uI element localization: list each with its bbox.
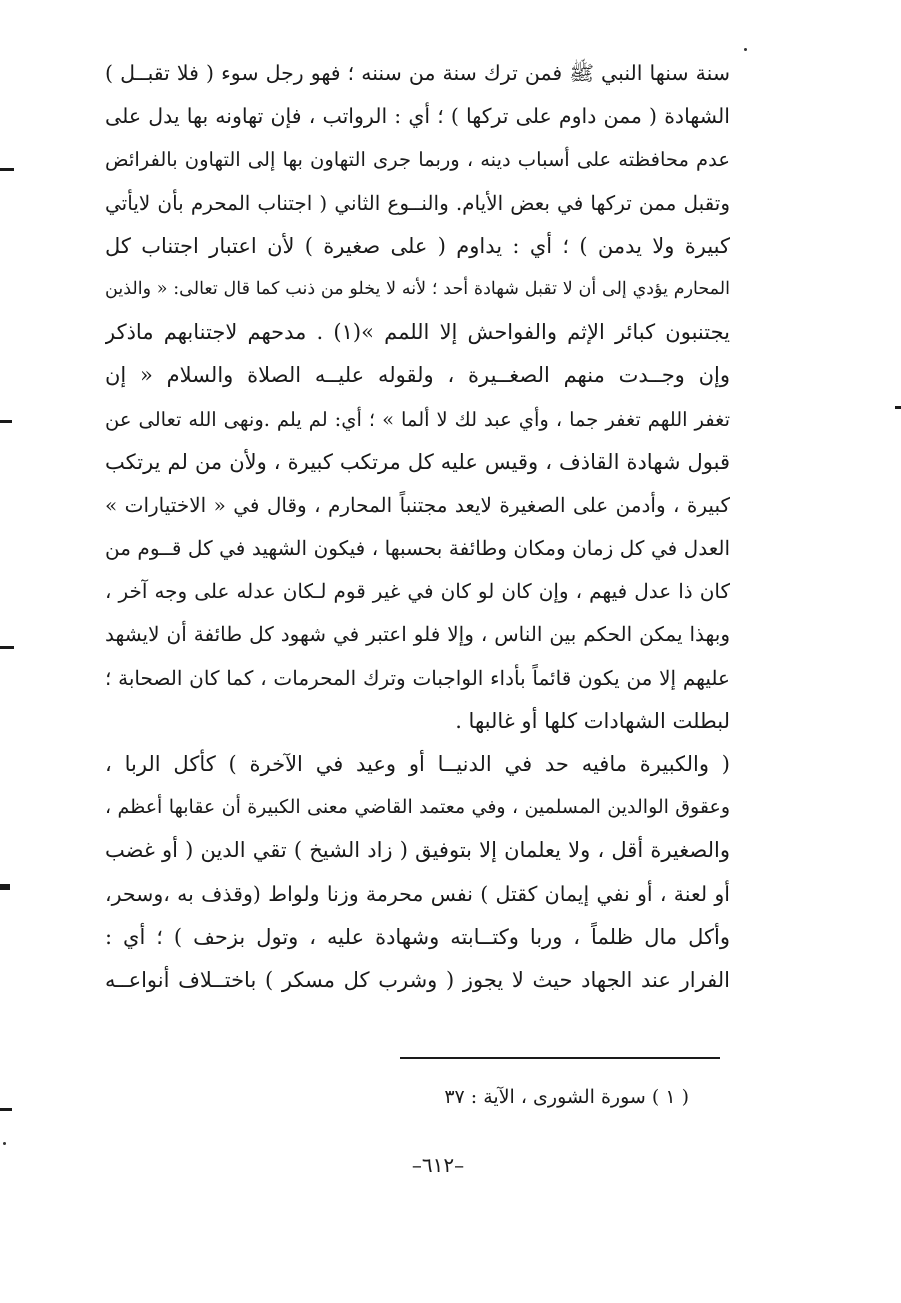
text-line: وأكل مال ظلماً ، وربا وكتــابته وشهادة عليه ، وتول بزحف ) ؛ أي : (105, 924, 730, 949)
scan-margin-mark (0, 168, 14, 171)
text-line: العدل في كل زمان ومكان وطائفة بحسبها ، فيكون الشهيد في كل قــوم من (105, 536, 730, 561)
text-line: كبيرة ، وأدمن على الصغيرة لايعد مجتنباً المحارم ، وقال في « الاختيارات » (105, 492, 730, 517)
scan-margin-mark (0, 420, 12, 423)
footnote: ( ١ ) سورة الشورى ، الآية : ٣٧ (444, 1086, 689, 1108)
text-line: يجتنبون كبائر الإثم والفواحش إلا اللمم »(١) . مدحهم لاجتنابهم ماذكر (105, 320, 730, 345)
text-line: الشهادة ( ممن داوم على تركها ) ؛ أي : الرواتب ، فإن تهاونه بها يدل على (105, 104, 730, 129)
scan-speck (3, 1142, 6, 1145)
body-text (105, 52, 730, 1002)
text-line: سنة سنها النبي ﷺ فمن ترك سنة من سننه ؛ فهو رجل سوء ( فلا تقبــل ) (105, 61, 730, 85)
text-line: كان ذا عدل فيهم ، وإن كان لو كان في غير قوم لـكان عدله على وجه آخر ، (105, 579, 730, 604)
text-line: وبهذا يمكن الحكم بين الناس ، وإلا فلو اعتبر في شهود كل طائفة أن لايشهد (105, 622, 730, 647)
text-line: وإن وجــدت منهم الصغــيرة ، ولقوله عليــه الصلاة والسلام « إن (105, 363, 730, 388)
text-line: عليهم إلا من يكون قائماً بأداء الواجبات وترك المحرمات ، كما كان الصحابة ؛ (105, 665, 730, 690)
text-line: عدم محافظته على أسباب دينه ، وربما جرى التهاون بها إلى التهاون بالفرائض (105, 148, 730, 172)
text-line: الفرار عند الجهاد حيث لا يجوز ( وشرب كل مسكر ) باختــلاف أنواعــه (105, 967, 730, 992)
text-line: كبيرة ولا يدمن ) ؛ أي : يداوم ( على صغيرة ) لأن اعتبار اجتناب كل (105, 233, 730, 258)
footnote-divider (400, 1057, 720, 1059)
scan-margin-mark (0, 1108, 12, 1111)
scan-margin-mark (0, 884, 10, 890)
text-line: وتقبل ممن تركها في بعض الأيام. والنــوع الثاني ( اجتناب المحرم بأن لايأتي (105, 190, 730, 215)
text-line: أو لعنة ، أو نفي إيمان كقتل ) نفس محرمة وزنا ولواط (وقذف به ،وسحر، (105, 881, 730, 906)
page-number: –٦١٢– (411, 1153, 465, 1177)
scan-speck (744, 48, 747, 51)
text-line: والصغيرة أقل ، ولا يعلمان إلا بتوفيق ( زاد الشيخ ) تقي الدين ( أو غضب (105, 838, 730, 863)
paragraph-end-line: لبطلت الشهادات كلها أو غالبها . (455, 708, 730, 733)
text-line: وعقوق الوالدين المسلمين ، وفي معتمد القاضي معنى الكبيرة أن عقابها أعظم ، (105, 796, 730, 819)
scan-margin-mark (0, 646, 14, 649)
text-line: ( والكبيرة مافيه حد في الدنيــا أو وعيد في الآخرة ) كأكل الربا ، (105, 752, 730, 776)
text-line: قبول شهادة القاذف ، وقيس عليه كل مرتكب كبيرة ، ولأن من لم يرتكب (105, 449, 730, 474)
text-line: تغفر اللهم تغفر جما ، وأي عبد لك لا ألما » ؛ أي: لم يلم .ونهى الله تعالى عن (105, 407, 730, 431)
scan-margin-mark (895, 406, 901, 409)
text-line: المحارم يؤدي إلى أن لا تقبل شهادة أحد ؛ لأنه لا يخلو من ذنب كما قال تعالى: « والذين (105, 278, 730, 299)
